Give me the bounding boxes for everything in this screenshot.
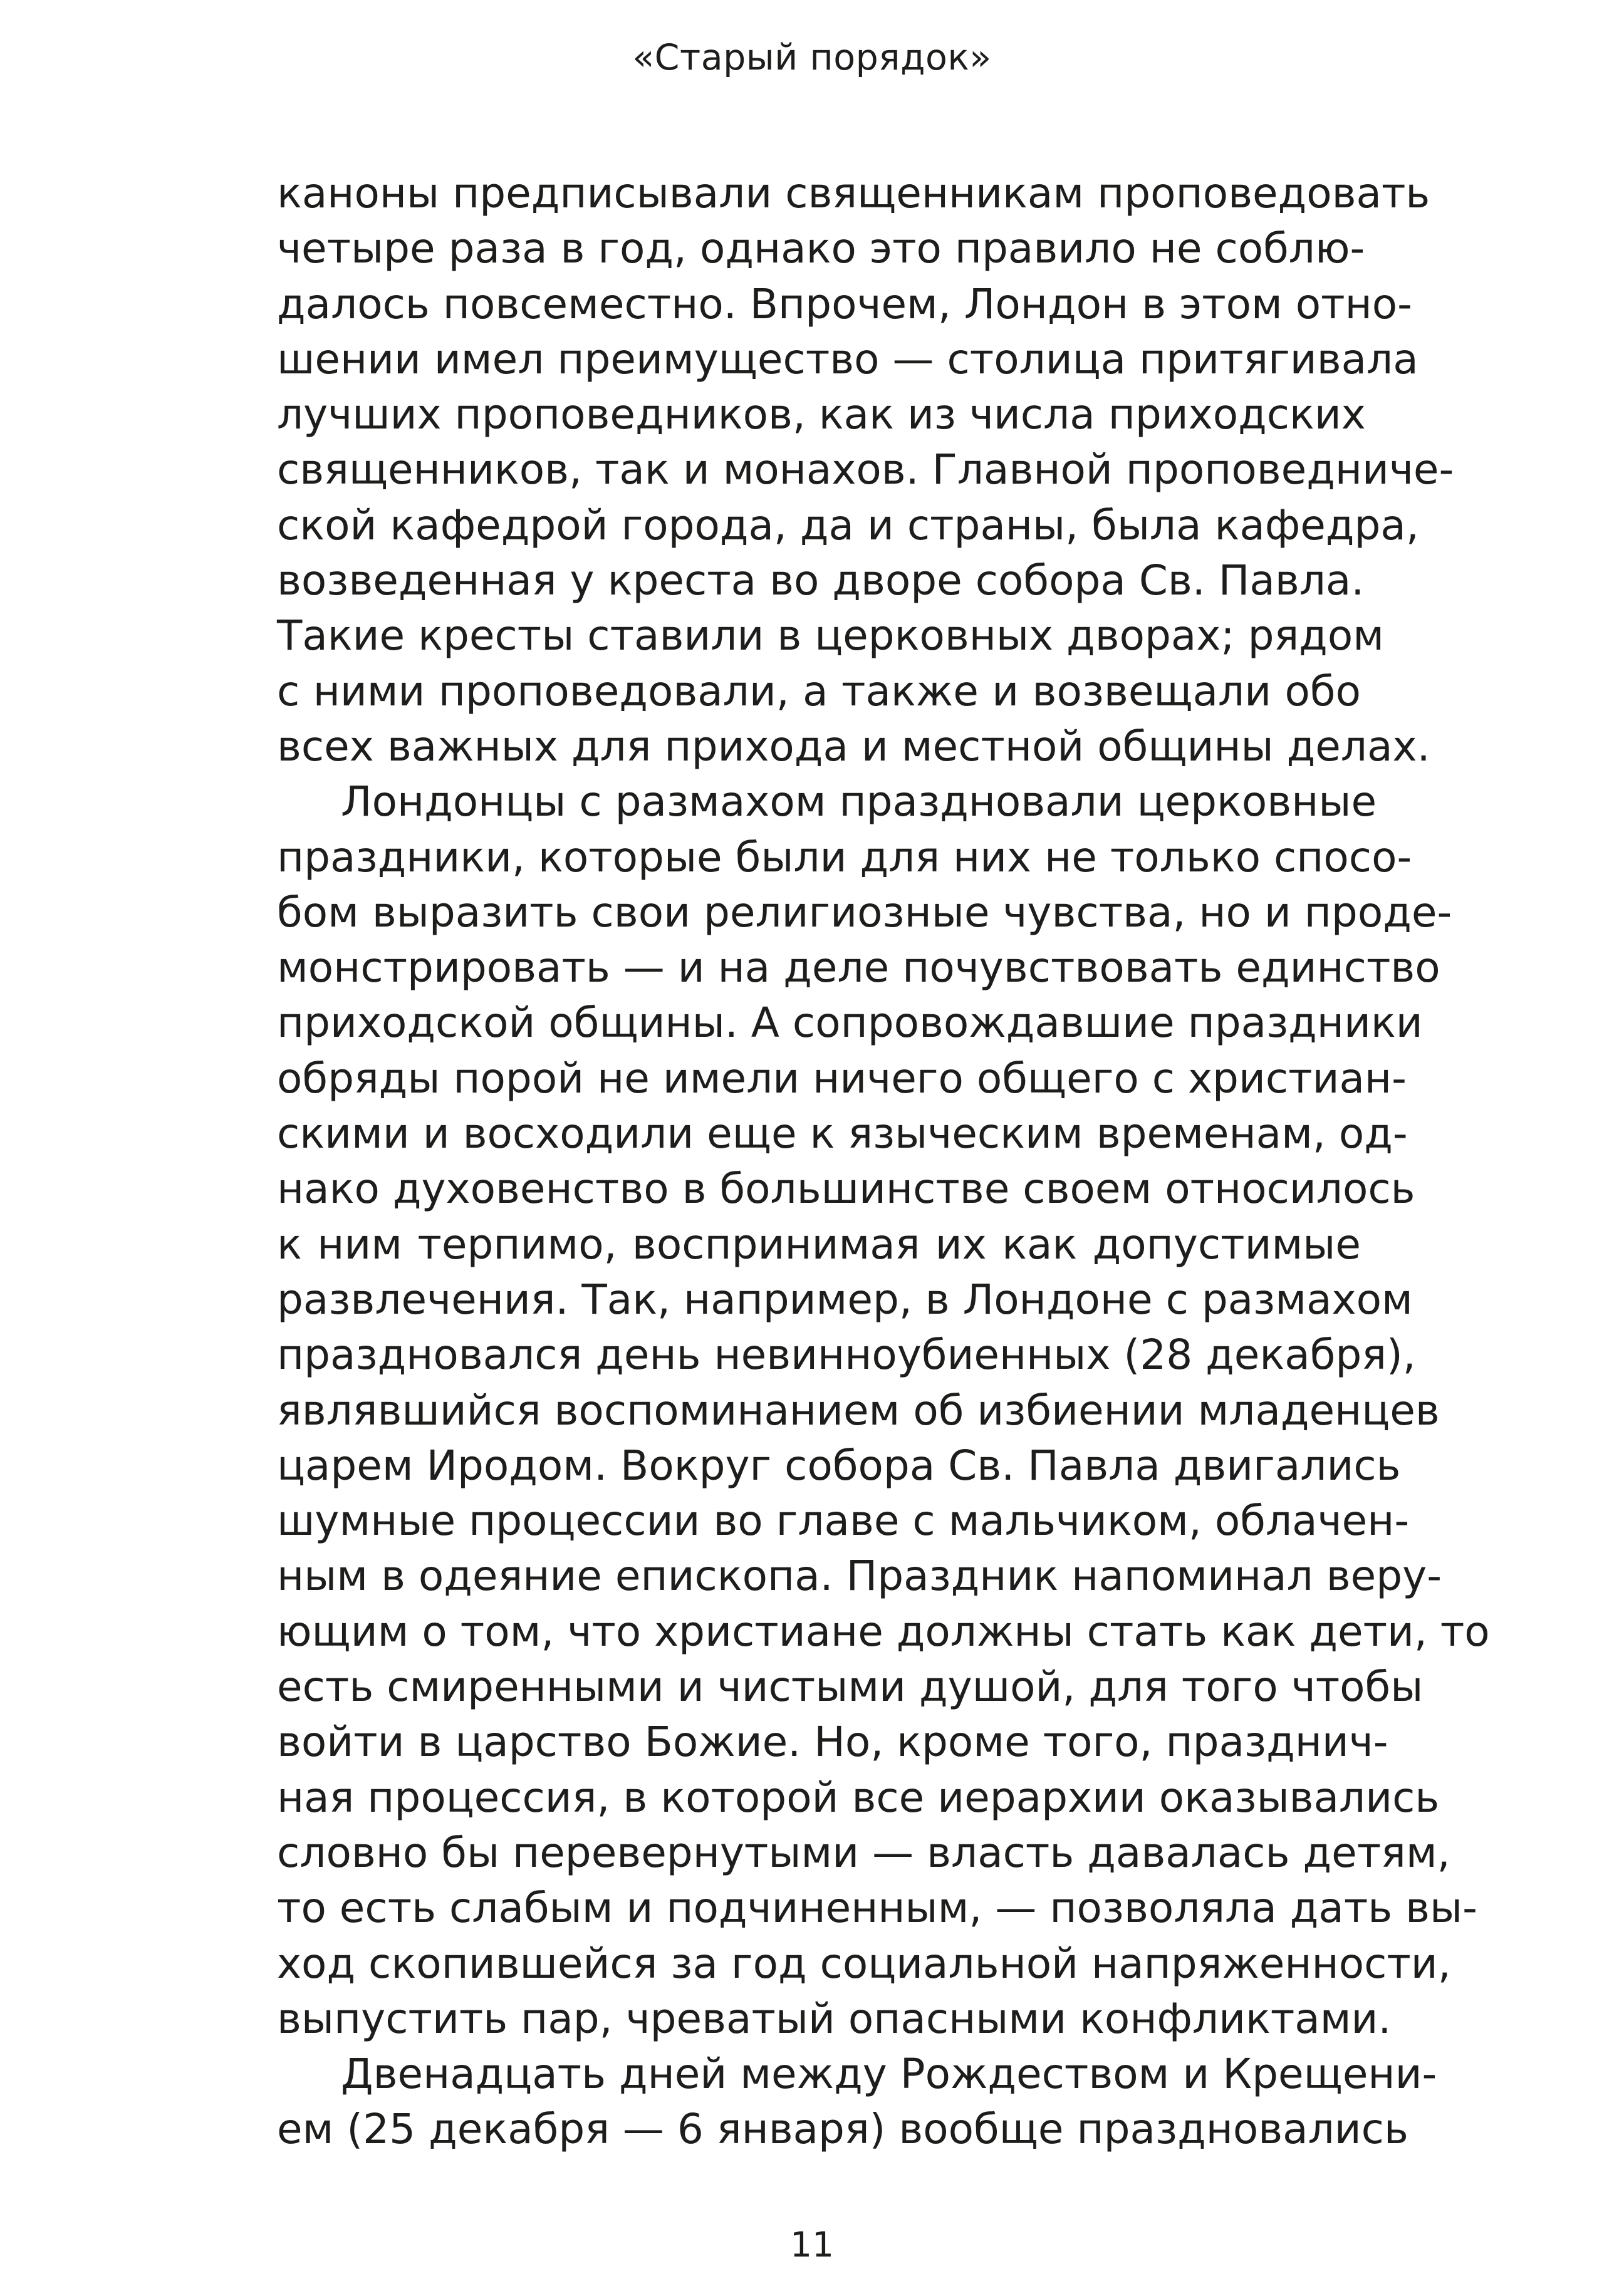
text-line: каноны предписывали священникам проповедовать [277, 169, 1430, 217]
text-line: царем Иродом. Вокруг собора Св. Павла двигались [277, 1441, 1401, 1490]
text-line: священников, так и монахов. Главной проповедниче- [277, 445, 1454, 494]
text-line: есть смиренными и чистыми душой, для того чтобы [277, 1663, 1424, 1712]
text-line: ным в одеяние епископа. Праздник напоминал веру- [277, 1552, 1442, 1601]
text-line: ем (25 декабря — 6 января) вообще праздновались [277, 2105, 1408, 2154]
text-line: всех важных для прихода и местной общины делах. [277, 722, 1430, 771]
text-line: Двенадцать дней между Рождеством и Крещени- [341, 2050, 1437, 2099]
running-head: «Старый порядок» [632, 37, 992, 78]
text-line: праздники, которые были для них не только спосо- [277, 833, 1412, 881]
text-line: четыре раза в год, однако это правило не соблю- [277, 224, 1365, 273]
text-line: скими и восходили еще к языческим временам, од- [277, 1109, 1408, 1158]
text-line: шумные процессии во главе с мальчиком, облачен- [277, 1497, 1410, 1545]
text-line: возведенная у креста во дворе собора Св. Павла. [277, 556, 1365, 605]
text-line: нако духовенство в большинстве своем относилось [277, 1165, 1415, 1213]
text-line: монстрировать — и на деле почувствовать единство [277, 943, 1440, 992]
text-line: словно бы перевернутыми — власть давалась детям, [277, 1828, 1450, 1877]
text-line: праздновался день невинноубиенных (28 декабря), [277, 1331, 1416, 1379]
text-line: лучших проповедников, как из числа приходских [277, 390, 1366, 439]
text-line: приходской общины. А сопровождавшие праздники [277, 999, 1423, 1047]
text-line: ской кафедрой города, да и страны, была кафедра, [277, 501, 1419, 549]
text-line: обряды порой не имели ничего общего с христиан- [277, 1054, 1407, 1103]
text-line: являвшийся воспоминанием об избиении младенцев [277, 1386, 1440, 1435]
text-line: с ними проповедовали, а также и возвещали обо [277, 667, 1361, 715]
text-line: выпустить пар, чреватый опасными конфликтами. [277, 1994, 1392, 2043]
text-line: Такие кресты ставили в церковных дворах; рядом [277, 611, 1384, 660]
text-line: шении имел преимущество — столица притягивала [277, 335, 1418, 383]
text-line: бом выразить свои религиозные чувства, но и проде- [277, 888, 1452, 937]
text-line: далось повсеместно. Впрочем, Лондон в этом отно- [277, 279, 1412, 328]
text-line: войти в царство Божие. Но, кроме того, празднич- [277, 1718, 1388, 1767]
text-line: развлечения. Так, например, в Лондоне с размахом [277, 1275, 1413, 1324]
text-line: ющим о том, что христиане должны стать как дети, то [277, 1607, 1490, 1656]
text-line: к ним терпимо, воспринимая их как допустимые [277, 1220, 1361, 1269]
text-line: Лондонцы с размахом праздновали церковные [341, 777, 1377, 826]
page-number: 11 [790, 2225, 834, 2265]
text-line: ход скопившейся за год социальной напряженности, [277, 1939, 1451, 1988]
text-line: то есть слабым и подчиненным, — позволяла дать вы- [277, 1884, 1477, 1933]
body-text [277, 166, 1490, 2158]
text-line: ная процессия, в которой все иерархии оказывались [277, 1773, 1440, 1822]
